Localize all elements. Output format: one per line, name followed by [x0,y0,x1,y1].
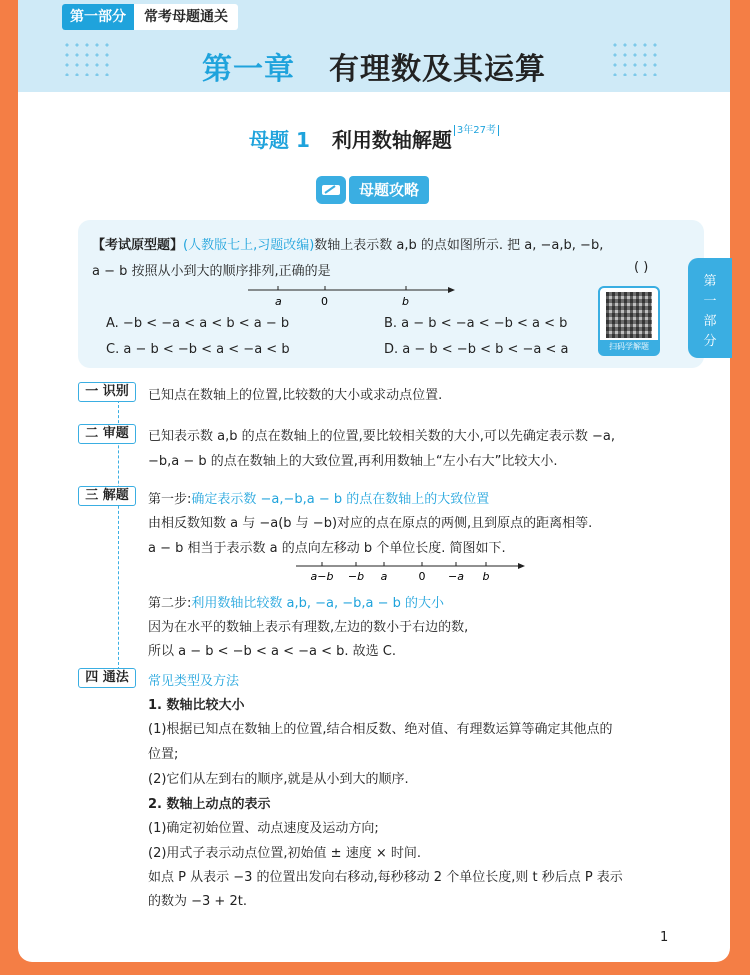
answer-paren: ( ) [634,260,649,275]
step-identify-label: 一 识别 [78,382,136,402]
method-line-5: 如点 P 从表示 −3 的位置出发向右移动,每秒移动 2 个单位长度,则 t 秒后点 P 表示 [148,870,623,885]
step-analyze-label: 二 审题 [78,424,136,444]
axis-label-a: a [275,295,282,308]
chapter-name: 有理数及其运算 [329,52,546,87]
question-text-2: a − b 按照从小到大的顺序排列,正确的是 [92,264,331,279]
method-line-4: (2)用式子表示动点位置,初始值 ± 速度 × 时间. [148,846,421,861]
analyze-text-2: −b,a − b 的点在数轴上的大致位置,再利用数轴上“左小右大”比较大小. [148,454,558,469]
step2-title: 利用数轴比较数 a,b, −a, −b,a − b 的大小 [191,596,445,611]
solve-line-1: 由相反数知数 a 与 −a(b 与 −b)对应的点在原点的两侧,且到原点的距离相等. [148,516,593,531]
qr-code[interactable] [598,286,660,356]
part-tag [62,4,238,30]
solve-line-3: 因为在水平的数轴上表示有理数,左边的数小于右边的数, [148,620,469,635]
method-heading-1: 1. 数轴比较大小 [148,698,245,713]
axis2-label: a [380,570,388,583]
method-line-6: 的数为 −3 + 2t. [148,894,247,909]
chapter-title [18,44,730,88]
solve-line-4: 所以 a − b < −b < a < −a < b. 故选 C. [148,644,396,659]
axis-label-0: 0 [321,295,328,308]
side-section-tab [688,258,732,358]
question-number-line [248,278,458,308]
method-title: 常见类型及方法 [148,674,240,689]
step-method-label: 四 通法 [78,668,136,688]
part-title: 常考母题通关 [144,9,228,25]
method-line-3: (1)确定初始位置、动点速度及运动方向; [148,821,379,836]
method-line-1b: 位置; [148,747,179,762]
option-b[interactable]: B. a − b < −a < −b < a < b [384,316,568,331]
identify-text: 已知点在数轴上的位置,比较数的大小或求动点位置. [148,388,443,403]
option-d[interactable]: D. a − b < −b < b < −a < a [384,342,569,357]
chapter-number: 第一章 [202,52,295,87]
method-heading-2: 2. 数轴上动点的表示 [148,797,271,812]
topic-title: 利用数轴解题 [331,128,452,152]
page [18,0,730,962]
solve-step2 [148,592,444,611]
method-line-2: (2)它们从左到右的顺序,就是从小到大的顺序. [148,772,409,787]
option-c[interactable]: C. a − b < −b < a < −a < b [106,342,290,357]
axis2-label: 0 [418,570,426,583]
qr-caption: 扫码学解题 [600,340,658,354]
chapter-header [18,0,730,92]
side-tab-text: 第 一 部 分 [703,274,717,349]
strategy-banner [316,176,429,204]
topic-heading [18,124,730,153]
solve-step1 [148,488,489,507]
question-box [78,220,704,368]
axis2-label: −b [347,570,365,583]
step1-label: 第一步: [148,492,192,507]
question-source: (人教版七上,习题改编) [183,238,315,253]
solution-number-line [296,558,526,584]
pen-icon [316,176,346,204]
question-line-1 [92,234,603,253]
method-line-1: (1)根据已知点在数轴上的位置,结合相反数、绝对值、有理数运算等确定其他点的 [148,722,613,737]
solve-line-2: a − b 相当于表示数 a 的点向左移动 b 个单位长度. 简图如下. [148,541,506,556]
page-number: 1 [660,930,669,945]
option-a[interactable]: A. −b < −a < a < b < a − b [106,316,290,331]
strategy-label: 母题攻略 [349,176,429,204]
part-label: 第一部分 [62,4,134,30]
step2-label: 第二步: [148,596,192,611]
analyze-text-1: 已知表示数 a,b 的点在数轴上的位置,要比较相关数的大小,可以先确定表示数 −a, [148,429,616,444]
question-text-1: 数轴上表示数 a,b 的点如图所示. 把 a, −a,b, −b, [314,238,604,253]
topic-label: 母题 1 [249,128,310,152]
axis-label-b: b [402,295,409,308]
axis2-label: a−b [310,570,334,583]
axis2-label: −a [448,570,464,583]
exam-count-badge: 3年27考 [454,125,499,136]
axis2-label: b [482,570,490,583]
question-tag: 【考试原型题】 [92,238,184,253]
qr-code-image [606,292,652,338]
step1-title: 确定表示数 −a,−b,a − b 的点在数轴上的大致位置 [191,492,490,507]
step-solve-label: 三 解题 [78,486,136,506]
